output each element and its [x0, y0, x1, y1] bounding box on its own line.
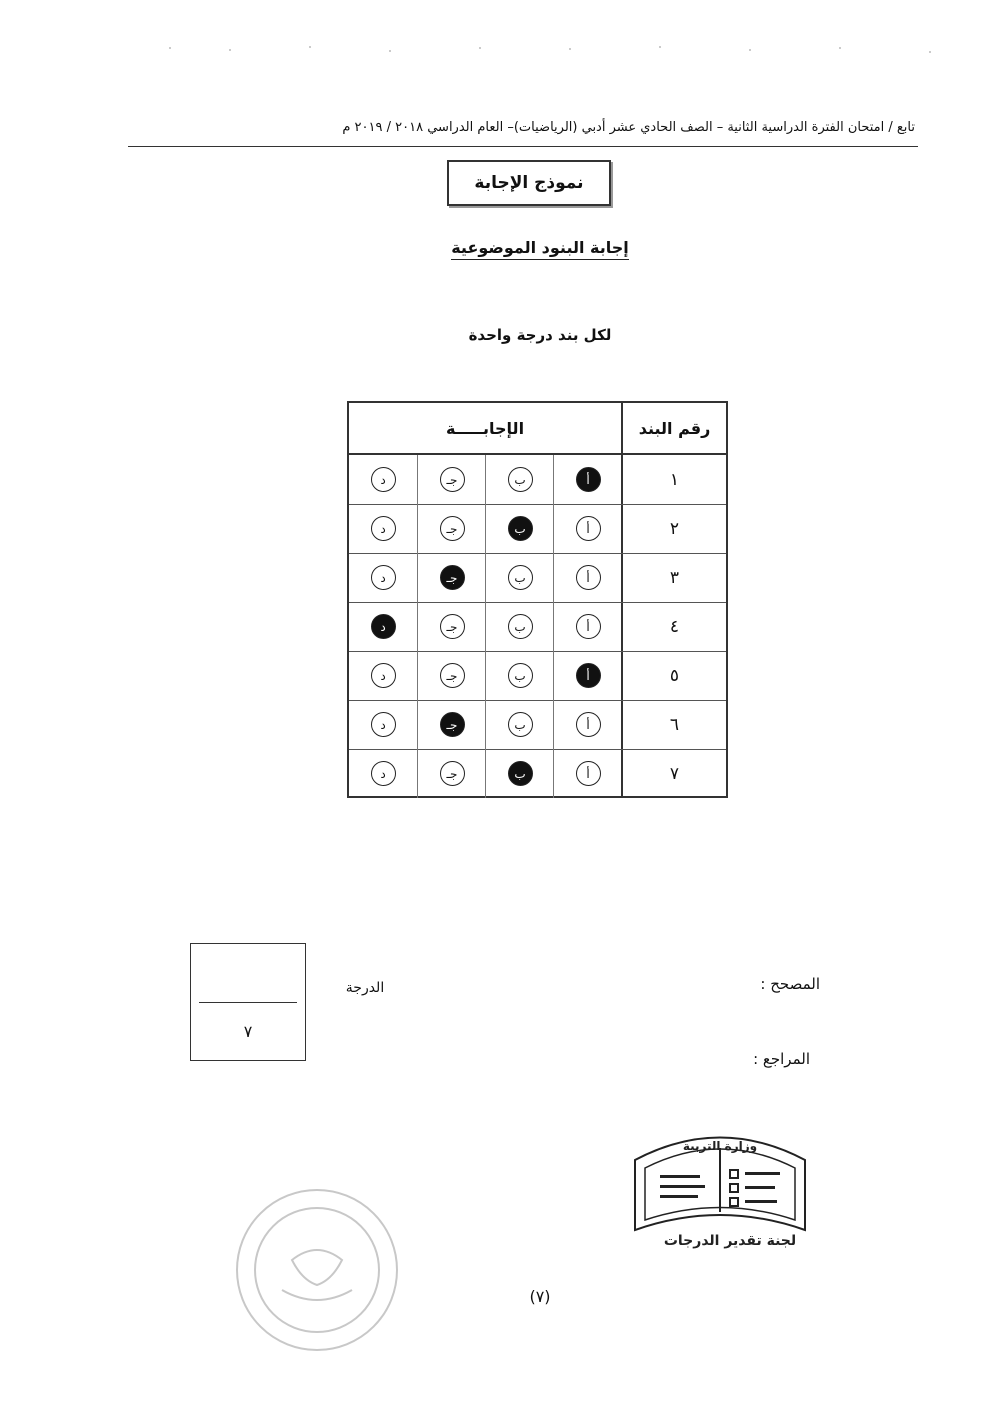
- item-number: ٦: [669, 714, 680, 735]
- item-number: ٢: [669, 518, 680, 539]
- option-cell: [553, 553, 622, 602]
- option-bubble: د: [371, 467, 396, 492]
- seal-committee-text: لجنة تقدير الدرجات: [663, 1233, 797, 1249]
- option-bubble-selected: د: [371, 614, 396, 639]
- option-bubble-selected: جـ: [440, 565, 465, 590]
- option-bubble: ب: [508, 712, 533, 737]
- reviewer-label: المراجع :: [753, 1050, 810, 1068]
- grade-box: [190, 943, 306, 1061]
- item-number: ٤: [669, 616, 680, 637]
- option-bubble: أ: [576, 516, 601, 541]
- option-bubble: د: [371, 712, 396, 737]
- answer-row: [349, 455, 726, 505]
- ministry-seal-stamp: [620, 1120, 820, 1250]
- option-cell: [349, 553, 417, 602]
- answer-row: [349, 749, 726, 798]
- score-note: لكل بند درجة واحدة: [468, 326, 612, 344]
- option-cell: [417, 504, 486, 553]
- item-number: ٥: [669, 665, 680, 686]
- option-cell: [417, 455, 486, 504]
- seal-ministry-text: وزارة التربية: [682, 1139, 758, 1153]
- option-bubble: د: [371, 761, 396, 786]
- option-cell: [349, 455, 417, 504]
- option-bubble: أ: [576, 614, 601, 639]
- option-bubble: ب: [508, 614, 533, 639]
- option-bubble: جـ: [440, 663, 465, 688]
- section-subtitle-text: إجابة البنود الموضوعية: [451, 238, 629, 260]
- option-bubble: ب: [508, 565, 533, 590]
- option-bubble: د: [371, 565, 396, 590]
- faint-circular-stamp: [222, 1180, 412, 1360]
- option-cell: [485, 749, 554, 798]
- option-cell: [349, 700, 417, 749]
- grade-label: الدرجة: [345, 980, 385, 996]
- answer-table: [347, 401, 728, 798]
- option-bubble: جـ: [440, 614, 465, 639]
- option-cell: [553, 749, 622, 798]
- option-cell: [417, 700, 486, 749]
- option-cell: [485, 455, 554, 504]
- option-bubble: ب: [508, 663, 533, 688]
- option-bubble: أ: [576, 712, 601, 737]
- answer-row: [349, 504, 726, 554]
- option-cell: [417, 602, 486, 651]
- option-bubble: أ: [576, 761, 601, 786]
- scan-specks: [150, 40, 960, 60]
- answer-key-title: نموذج الإجابة: [447, 160, 611, 206]
- option-cell: [349, 651, 417, 700]
- item-number: ١: [669, 469, 680, 490]
- header-divider: [128, 146, 918, 147]
- answer-row: [349, 651, 726, 701]
- option-bubble: د: [371, 516, 396, 541]
- option-cell: [417, 553, 486, 602]
- answer-row: [349, 602, 726, 652]
- option-cell: [349, 749, 417, 798]
- option-bubble-selected: ب: [508, 516, 533, 541]
- option-bubble-selected: جـ: [440, 712, 465, 737]
- answer-row: [349, 553, 726, 603]
- option-cell: [485, 504, 554, 553]
- option-bubble-selected: أ: [576, 467, 601, 492]
- option-cell: [349, 504, 417, 553]
- grade-divider: [199, 1002, 297, 1003]
- option-bubble: جـ: [440, 761, 465, 786]
- exam-header: تابع / امتحان الفترة الدراسية الثانية – الصف الحادي عشر أدبي (الرياضيات)– العام الدراسي ٢٠١٨ / ٢٠١٩ م: [342, 120, 915, 135]
- option-cell: [417, 749, 486, 798]
- answer-row: [349, 700, 726, 750]
- header-item-number: رقم البند: [638, 418, 711, 438]
- option-cell: [349, 602, 417, 651]
- option-bubble: ب: [508, 467, 533, 492]
- option-cell: [553, 504, 622, 553]
- option-cell: [553, 700, 622, 749]
- option-bubble: أ: [576, 565, 601, 590]
- option-bubble: جـ: [440, 467, 465, 492]
- option-bubble-selected: أ: [576, 663, 601, 688]
- option-bubble-selected: ب: [508, 761, 533, 786]
- option-cell: [553, 455, 622, 504]
- item-number: ٧: [669, 763, 680, 784]
- option-cell: [485, 602, 554, 651]
- grade-value: ٧: [243, 1021, 253, 1041]
- option-cell: [485, 700, 554, 749]
- section-subtitle: [400, 238, 680, 257]
- option-cell: [553, 602, 622, 651]
- page-number: (٧): [529, 1287, 551, 1306]
- option-cell: [485, 651, 554, 700]
- option-bubble: جـ: [440, 516, 465, 541]
- header-answer: الإجابـــــة: [445, 418, 525, 438]
- corrector-label: المصحح :: [760, 975, 820, 993]
- item-number: ٣: [669, 567, 680, 588]
- option-cell: [553, 651, 622, 700]
- option-cell: [485, 553, 554, 602]
- option-cell: [417, 651, 486, 700]
- option-bubble: د: [371, 663, 396, 688]
